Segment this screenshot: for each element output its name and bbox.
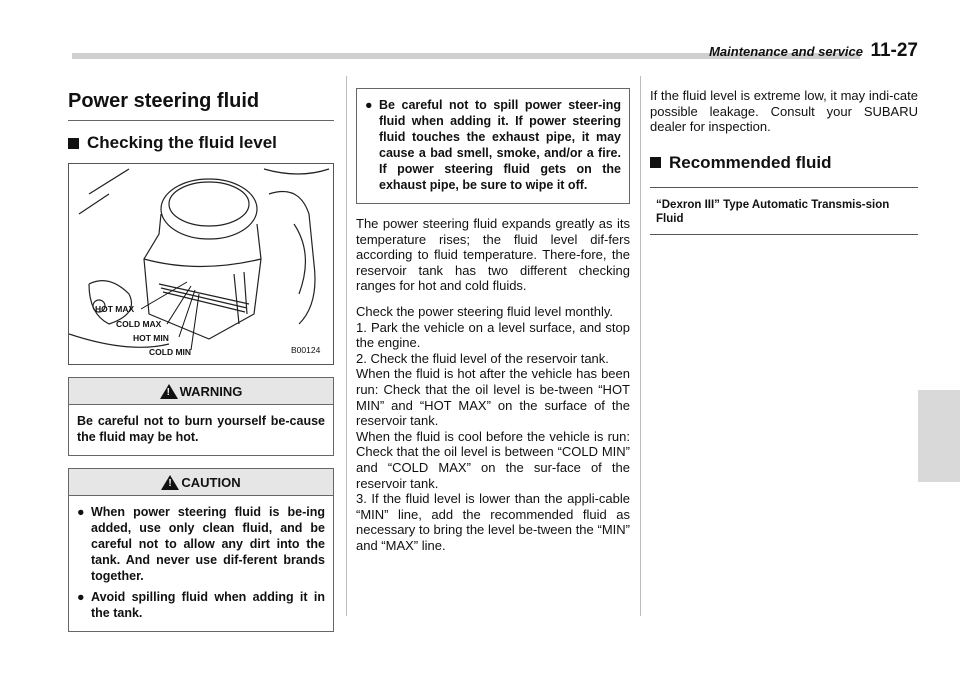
column-left: [68, 80, 334, 632]
bullet-icon: ●: [365, 98, 373, 112]
subheading-recommended: [650, 153, 918, 173]
bullet-icon: ●: [77, 590, 85, 604]
recommended-fluid-box: “Dexron III” Type Automatic Transmis-sion Fluid: [650, 187, 918, 235]
warning-box: [68, 377, 334, 456]
subheading-text: Checking the fluid level: [87, 133, 277, 152]
caution-item: [365, 97, 621, 193]
page-number: 11-27: [870, 40, 918, 61]
caution-item-text: Avoid spilling fluid when adding it in the tank.: [91, 590, 325, 620]
label-hot-max: HOT MAX: [95, 304, 135, 314]
square-bullet-icon: [68, 138, 79, 149]
subheading-text: Recommended fluid: [669, 152, 832, 172]
label-hot-min: HOT MIN: [133, 333, 169, 343]
warning-title: WARNING: [179, 383, 243, 399]
paragraph-monthly: Check the power steering fluid level monthly.: [356, 303, 613, 319]
reservoir-drawing: [69, 164, 333, 364]
caution-header: [69, 469, 333, 496]
column-divider-2: [640, 76, 641, 616]
label-cold-max: COLD MAX: [116, 319, 162, 329]
caution-item: [77, 589, 325, 621]
paragraph-expansion: The power steering fluid expands greatly as its temperature rises; the fluid level dif-fers according to fluid temperature. There-fore, the reservoir tank has two different checking ranges for hot and cold fluids.: [356, 216, 630, 294]
caution-continued-box: [356, 88, 630, 204]
bullet-icon: ●: [77, 505, 85, 519]
step-2: 2. Check the fluid level of the reservoir tank.: [356, 350, 609, 366]
paragraph-leakage: If the fluid level is extreme low, it may indi-cate possible leakage. Consult your SUBARU dealer for inspection.: [650, 88, 918, 135]
figure-code: B00124: [291, 345, 321, 355]
caution-item: [77, 504, 325, 584]
column-middle: [356, 88, 630, 553]
square-bullet-icon: [650, 157, 661, 168]
running-header: [709, 40, 918, 62]
step-1: 1. Park the vehicle on a level surface, and stop the engine.: [356, 319, 630, 351]
caution-body: [69, 496, 333, 631]
cold-fluid-check: When the fluid is cool before the vehicle is run: Check that the oil level is between “COLD MIN” and “COLD MAX” on the sur-face of the reservoir tank.: [356, 428, 630, 491]
warning-triangle-icon: [160, 384, 178, 399]
chapter-tab: [918, 390, 960, 482]
hot-fluid-check: When the fluid is hot after the vehicle has been run: Check that the oil level is be-tween “HOT MIN” and “HOT MAX” on the surface of the reservoir tank.: [356, 366, 630, 429]
warning-header: [69, 378, 333, 405]
caution-item-text: Be careful not to spill power steer-ing fluid when adding it. If power steering fluid touches the exhaust pipe, it may cause a bad smell, smoke, and/or a fire. If power steering fluid gets on the exhaust pipe, be sure to wipe it off.: [379, 98, 621, 192]
caution-item-text: When power steering fluid is be-ing added, use only clean fluid, and be careful not to allow any dirt into the tank. And never use dif-ferent brands together.: [91, 505, 325, 583]
caution-box: [68, 468, 334, 632]
column-divider-1: [346, 76, 347, 616]
section-name: Maintenance and service: [709, 44, 863, 59]
caution-continued-body: [357, 89, 629, 203]
caution-triangle-icon: [161, 475, 179, 490]
warning-text: Be careful not to burn yourself be-cause the fluid may be hot.: [69, 405, 333, 455]
label-cold-min: COLD MIN: [149, 347, 192, 357]
column-right: [650, 88, 918, 235]
step-3: 3. If the fluid level is lower than the appli-cable “MIN” line, add the recommended fluid as necessary to bring the level be-tween the “MIN” and “MAX” line.: [356, 491, 630, 553]
procedure-text: [356, 216, 630, 553]
subheading-checking: [68, 133, 334, 153]
page-title: Power steering fluid: [68, 90, 334, 121]
caution-title: CAUTION: [181, 474, 241, 490]
reservoir-illustration: [68, 163, 334, 365]
